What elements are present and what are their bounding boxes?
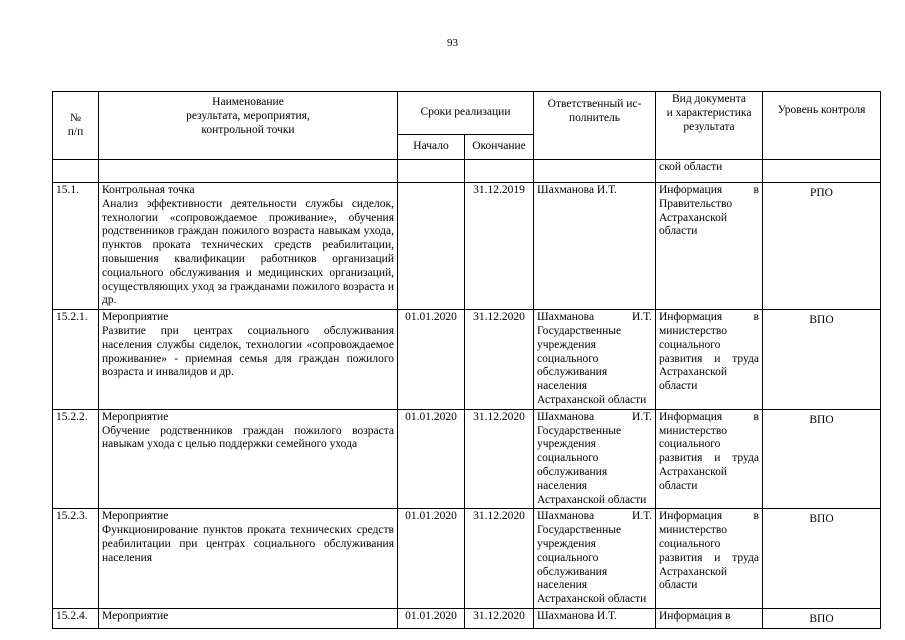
row-doc: Информация в [656,608,763,628]
row-responsible: Шахманова И.Т. Государственные учреждения социального обслуживания населения Астраханской области [534,509,656,609]
header-doc: Вид документа и характеристика результата [656,92,763,160]
row-level: ВПО [763,310,881,410]
row-name [99,183,398,310]
row-number: 15.1. [53,183,99,310]
row-type: Мероприятие [102,410,169,423]
header-row [53,92,881,135]
row-responsible: Шахманова И.Т. [534,608,656,628]
table-row [53,608,881,628]
row-name [99,310,398,410]
row-end: 31.12.2020 [465,509,534,609]
row-description: Функционирование пунктов проката технических средств реабилитации при центрах социального обслуживания населения [102,524,394,564]
row-name [99,608,398,628]
row-start: 01.01.2020 [398,310,465,410]
row-end: 31.12.2020 [465,310,534,410]
row-level: ВПО [763,409,881,509]
row-doc: Информация в Правительство Астраханской области [656,183,763,310]
header-responsible: Ответственный ис- полнитель [534,92,656,160]
row-description: Анализ эффективности деятельности службы сиделок, технологии «сопровождаемое проживание», обучения родственников граждан пожилого возраста навыкам ухода, пунктов проката технических средств реабилитации, повышения квалификации работников организаций социального обслуживания и медицинских организаций, осуществляющих уход за гражданами пожилого возраста и др. [102,197,394,307]
row-start: 01.01.2020 [398,509,465,609]
row-end: 31.12.2019 [465,183,534,310]
row-description: Развитие при центрах социального обслуживания населения службы сиделок, технологии «сопровождаемое проживание» - приемная семья для граждан пожилого возраста и инвалидов и др. [102,324,394,379]
row-level: ВПО [763,509,881,609]
header-terms: Сроки реализации [398,92,534,135]
row-responsible: Шахманова И.Т. Государственные учреждения социального обслуживания населения Астраханской области [534,310,656,410]
row-type: Мероприятие [102,609,169,622]
row-type: Мероприятие [102,311,169,324]
table-row [53,509,881,609]
continuation-row [53,160,881,183]
header-start: Начало [398,135,465,160]
table-row [53,183,881,310]
row-number: 15.2.3. [53,509,99,609]
row-number: 15.2.4. [53,608,99,628]
row-type: Контрольная точка [102,184,195,196]
header-end: Окончание [465,135,534,160]
row-level: ВПО [763,608,881,628]
row-start: 01.01.2020 [398,409,465,509]
row-doc: Информация в министерство социального развития и труда Астраханской области [656,409,763,509]
row-responsible: Шахманова И.Т. [534,183,656,310]
row-start: 01.01.2020 [398,608,465,628]
header-num: № п/п [53,92,99,160]
row-end: 31.12.2020 [465,409,534,509]
row-number: 15.2.1. [53,310,99,410]
row-doc: Информация в министерство социального развития и труда Астраханской области [656,509,763,609]
row-name [99,509,398,609]
continuation-doc: ской области [656,160,763,183]
row-level: РПО [763,183,881,310]
plan-table [52,91,881,629]
row-description: Обучение родственников граждан пожилого возраста навыкам ухода с целью поддержки семейного ухода [102,424,394,451]
header-name: Наименование результата, мероприятия, контрольной точки [99,92,398,160]
table-row [53,310,881,410]
row-type: Мероприятие [102,510,169,523]
row-number: 15.2.2. [53,409,99,509]
row-end: 31.12.2020 [465,608,534,628]
row-start [398,183,465,310]
table-row [53,409,881,509]
row-responsible: Шахманова И.Т. Государственные учреждения социального обслуживания населения Астраханской области [534,409,656,509]
row-name [99,409,398,509]
header-level: Уровень контроля [763,92,881,160]
row-doc: Информация в министерство социального развития и труда Астраханской области [656,310,763,410]
page-number: 93 [447,37,458,49]
